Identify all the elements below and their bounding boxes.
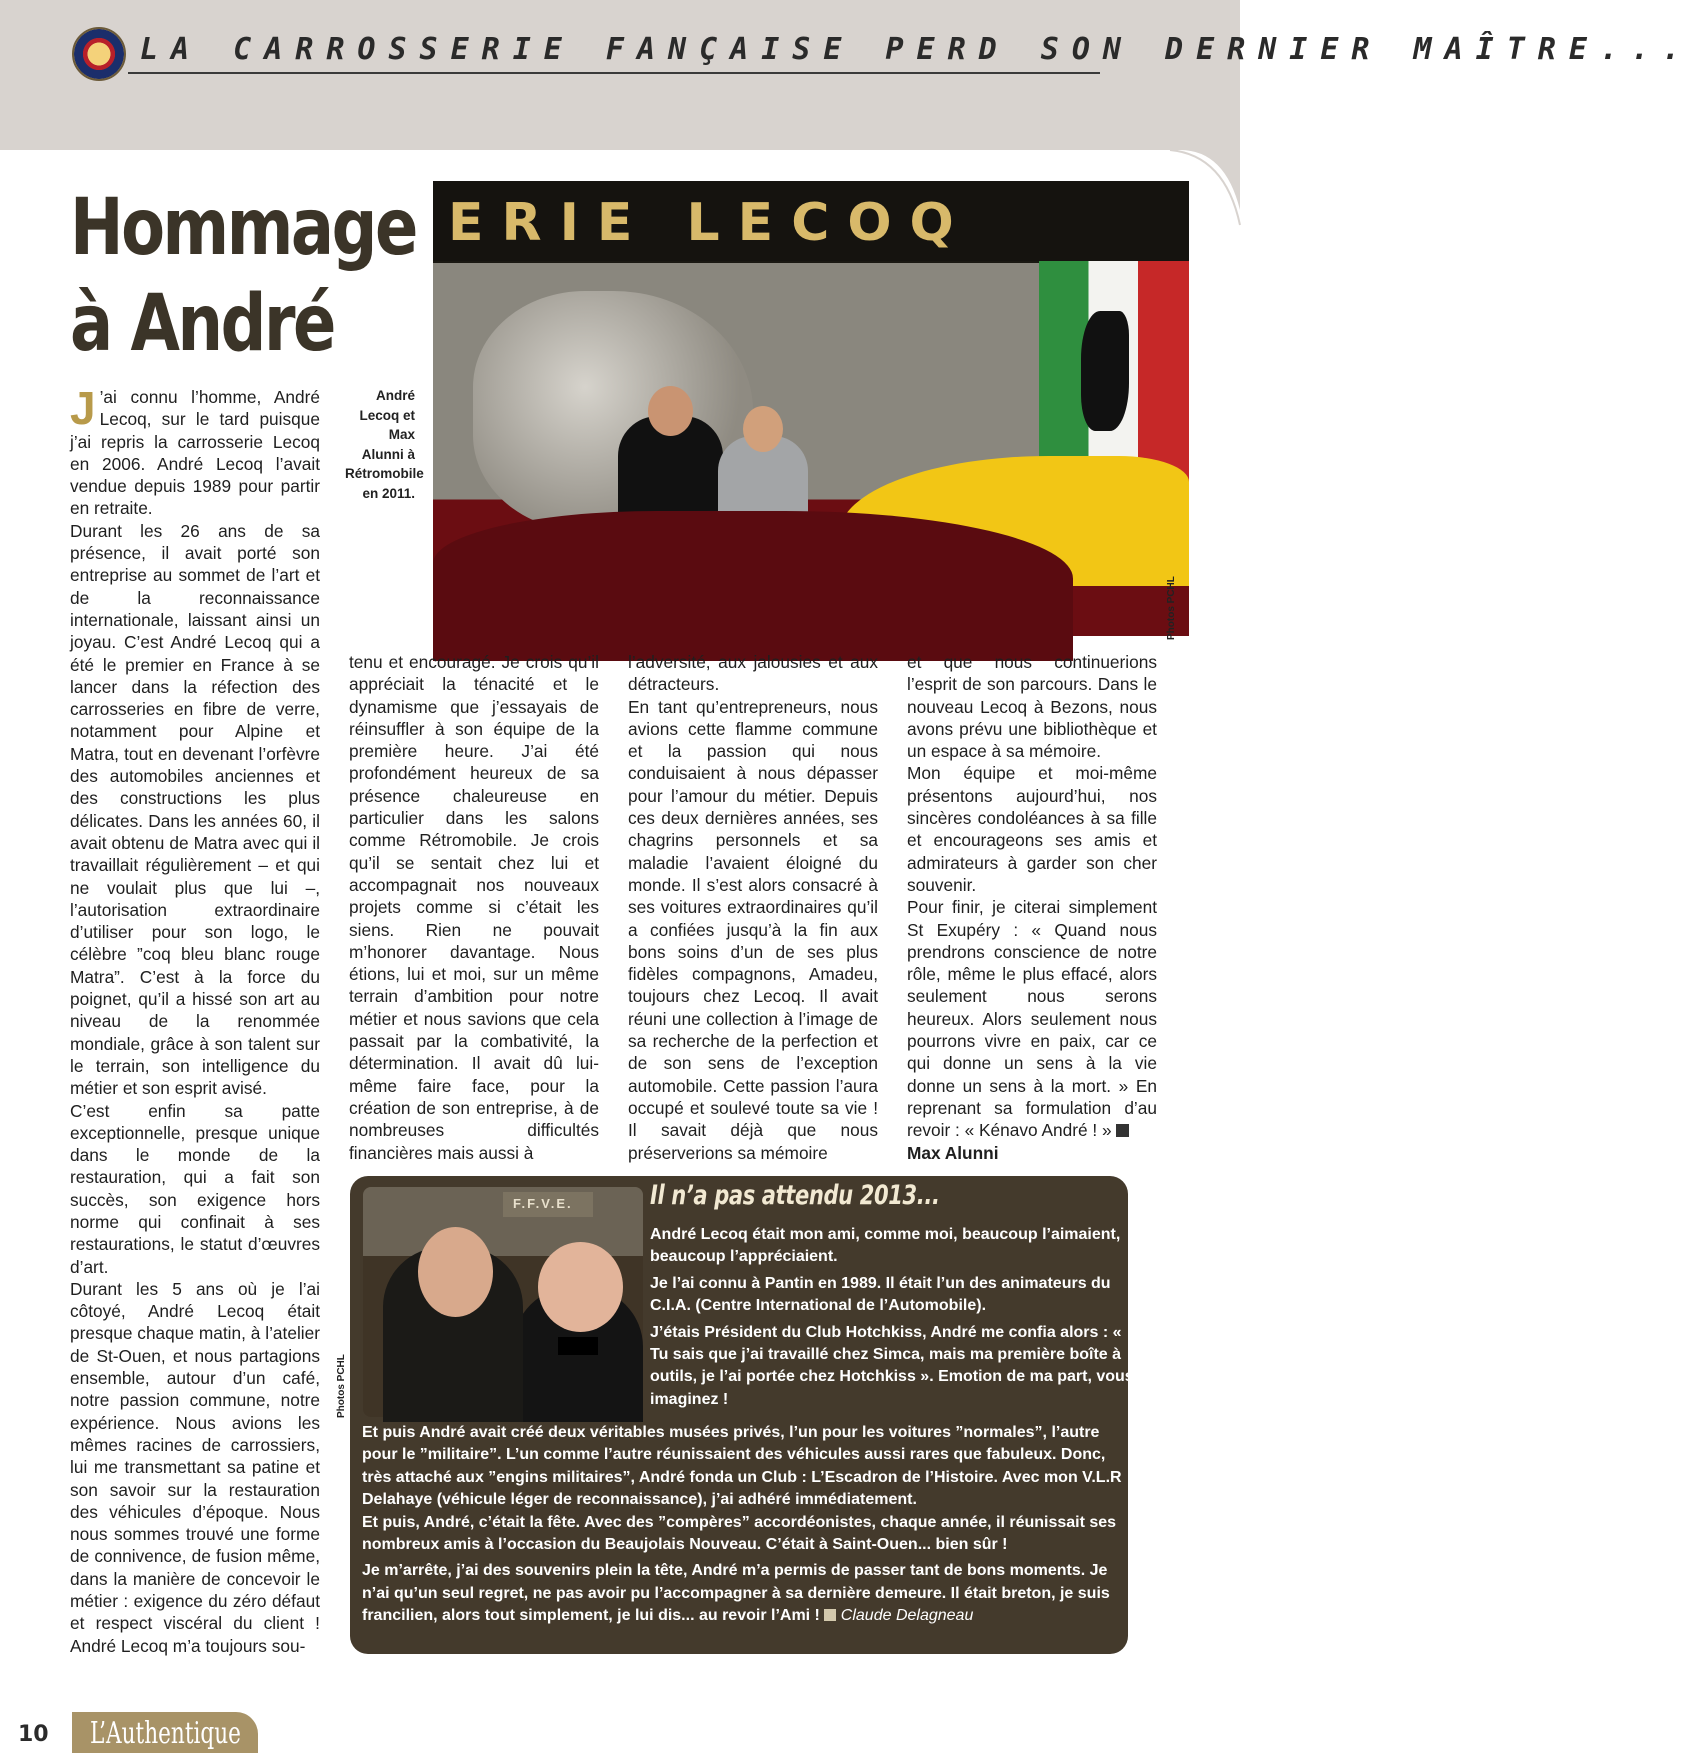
article-paragraph: C’est enfin sa patte exceptionnelle, presque unique dans le monde de la restauration, qui a fait son succès, son exigence hors norme qui confinait à ses restaurations, le statut d’œuvres d’art. [70,1100,320,1277]
article-paragraph: l’adversité, aux jalousies et aux détracteurs. [628,652,878,695]
end-mark-icon [824,1609,836,1621]
photo-horse-emblem [1081,311,1129,431]
sidebar-photo-sign-text: F.F.V.E. [513,1196,573,1211]
article-intro [70,382,320,520]
sidebar-paragraph [362,1560,1122,1627]
page-number: 10 [18,1722,49,1747]
article-signature: Max Alunni [907,1142,999,1163]
article-paragraph: Mon équipe et moi-même présentons aujourd’hui, nos sincères condoléances à sa fille et encourageons ses amis et admirateurs à garder son cher souvenir. [907,763,1157,895]
article-column-1 [70,382,320,1657]
sidebar-paragraph: J’étais Président du Club Hotchkiss, André me confia alors : « Tu sais que j’ai travaillé chez Simca, mais ma première boîte à outils, je l’ai portée chez Hotchkiss ». Emotion de ma part, vous imaginez ! [650,1323,1134,1408]
photo-red-car [433,511,1073,661]
sidebar-photo [363,1187,643,1417]
sidebar-paragraph: André Lecoq était mon ami, comme moi, beaucoup l’aimaient, beaucoup l’appréciaient. [650,1226,1121,1266]
club-logo [72,27,126,81]
magazine-nameplate [72,1712,258,1753]
photo-credit: Photos PCHL [1166,576,1177,640]
article-paragraph: Durant les 26 ans de sa présence, il avait porté son entreprise au sommet de l’art et de la reconnaissance internationale, laissant ainsi un joyau. C’est André Lecoq qui a été le premier en France à se lancer dans la réfection des carrosseries en fibre de verre, notamment pour Alpine et Matra, tout en devenant l’orfèvre des automobiles anciennes et des constructions les plus délicates. Dans les années 60, il avait obtenu de Matra avec qui il travaillait régulièrement – et qui ne voulait plus que lui –, l’autorisation extraordinaire d’utiliser pour son logo, le célèbre ”coq bleu blanc rouge Matra”. C’est à la force du poignet, qu’il a hissé son art au niveau de la renommée mondiale, grâce à son talent sur le terrain, son intelligence du métier et son esprit avisé. [70,520,320,1099]
page-number-box [0,1716,60,1753]
sidebar-paragraph: Je l’ai connu à Pantin en 1989. Il était l’un des animateurs du C.I.A. (Centre International de l’Automobile). [650,1274,1111,1315]
sidebar-title: Il n’a pas attendu 2013... [650,1180,940,1211]
sidebar-photo-person-2-head [538,1242,623,1332]
section-title: LA CARROSSERIE FANÇAISE PERD SON DERNIER MAÎTRE... [140,32,1693,67]
headline [70,180,416,372]
magazine-name: L’Authentique [90,1716,241,1751]
sidebar-photo-credit: Photos PCHL [336,1354,347,1418]
photo-person-2-head [743,406,783,452]
sidebar-photo-bowtie [558,1337,598,1355]
photo-caption: André Lecoq et Max Alunni à Rétromobile en 2011. [345,388,424,501]
headline-line-2: à André [70,279,334,369]
sidebar-text-bottom [362,1422,1122,1628]
article-closing-text: Pour finir, je citerai simplement St Exupéry : « Quand nous prendrons conscience de notre rôle, même le plus effacé, alors seulement nous serons heureux. Alors seulement nous pourrons vivre en paix, car ce qui donne un sens à la vie donne un sens à la mort. » En reprenant sa formulation d’au revoir : « Kénavo André ! » [907,897,1157,1141]
photo-person-1-head [648,386,693,436]
sidebar-paragraph: Et puis André avait créé deux véritables musées privés, l’un pour les voitures ”normales”, l’autre pour le ”militaire”. L’un comme l’autre réunissaient des véhicules aussi rares que fabuleux. Donc, très attaché aux ”engins militaires”, André fonda un Club : L’Escadron de l’Histoire. Avec mon V.L.R Delahaye (véhicule léger de reconnaissance), j’ai adhéré immédiatement. [362,1424,1122,1509]
article-column-4 [907,651,1157,1164]
photo-sign-text: ERIE LECOQ [448,193,972,253]
article-paragraph: tenu et encouragé. Je crois qu’il appréciait la ténacité et le dynamisme que j’essayais de réinsuffler à son équipe de la première heure. J’ai été profondément heureux de sa présence chaleureuse en particulier dans les salons comme Rétromobile. Je crois qu’il se sentait chez lui et accompagnait nos nouveaux projets comme si c’était les siens. Rien ne pouvait m’honorer davantage. Nous étions, lui et moi, sur un même terrain d’ambition pour notre métier et nous savions que cela passait par la combativité, la détermination. Il avait dû lui-même faire face, pour la création de son entreprise, à de nombreuses difficultés financières mais aussi à [349,652,599,1163]
article-column-2 [349,651,599,1164]
sidebar-paragraph: Et puis, André, c’était la fête. Avec des ”compères” accordéonistes, chaque année, il réunissait ses nombreux amis à l’occasion du Beaujolais Nouveau. C’était à Saint-Ouen... bien sûr ! [362,1513,1117,1554]
headline-line-1: Hommage [70,183,416,273]
article-paragraph [907,896,1157,1141]
header-rule [128,72,1100,74]
sidebar-photo-person-1-head [418,1227,493,1317]
header-band [0,0,1240,150]
sidebar-signature: Claude Delagneau [840,1607,974,1625]
article-paragraph: En tant qu’entrepreneurs, nous avions cette flamme commune et la passion qui nous conduisaient à nous dépasser pour l’amour du métier. Depuis ces deux dernières années, ses chagrins personnels et sa maladie l’avaient éloigné du monde. Il s’est alors consacré à ses voitures extraordinaires qu’il a confiées jusqu’à la fin aux bons soins d’un de ses plus fidèles compagnons, Amadeu, toujours chez Lecoq. Il avait réuni une collection à l’image de sa recherche de la perfection et de son sens de l’exception automobile. Cette passion l’aura occupé et soulevé toute sa vie ! Il savait déjà que nous préserverions sa mémoire [628,696,878,1163]
article-paragraph: et que nous continuerions l’esprit de son parcours. Dans le nouveau Lecoq à Bezons, nous avons prévu une bibliothèque et un espace à sa mémoire. [907,652,1157,762]
main-photo [433,181,1189,636]
sidebar-photo-sign [503,1192,593,1217]
end-mark-icon [1116,1124,1129,1137]
sidebar-text-top [650,1224,1140,1411]
article-column-3 [628,651,878,1164]
article-intro-text: ’ai connu l’homme, André Lecoq, sur le tard puisque j’ai repris la carrosserie Lecoq en 2006. André Lecoq l’avait vendue depuis 1989 pour partir en retraite. [70,387,320,519]
article-paragraph: Durant les 5 ans où je l’ai côtoyé, André Lecoq était presque chaque matin, à l’atelier de St-Ouen, et nous partagions ensemble, autour d’un café, notre passion commune, notre expérience. Nous avions les mêmes racines de carrossiers, lui me transmettant sa patine et son savoir sur la restauration des véhicules d’époque. Nous nous sommes trouvé une forme de connivence, de fusion même, dans la manière de concevoir le métier : exigence du zéro défaut et respect viscéral du client ! André Lecoq m’a toujours sou- [70,1278,320,1656]
drop-cap: J [70,382,96,434]
sidebar-closing-text: Je m’arrête, j’ai des souvenirs plein la tête, André m’a permis de passer tant de bons moments. Je n’ai qu’un seul regret, ne pas avoir pu l’accompagner à sa dernière demeure. Il était breton, je suis francilien, alors tout simplement, je lui dis... au revoir l’Ami ! [362,1562,1110,1625]
